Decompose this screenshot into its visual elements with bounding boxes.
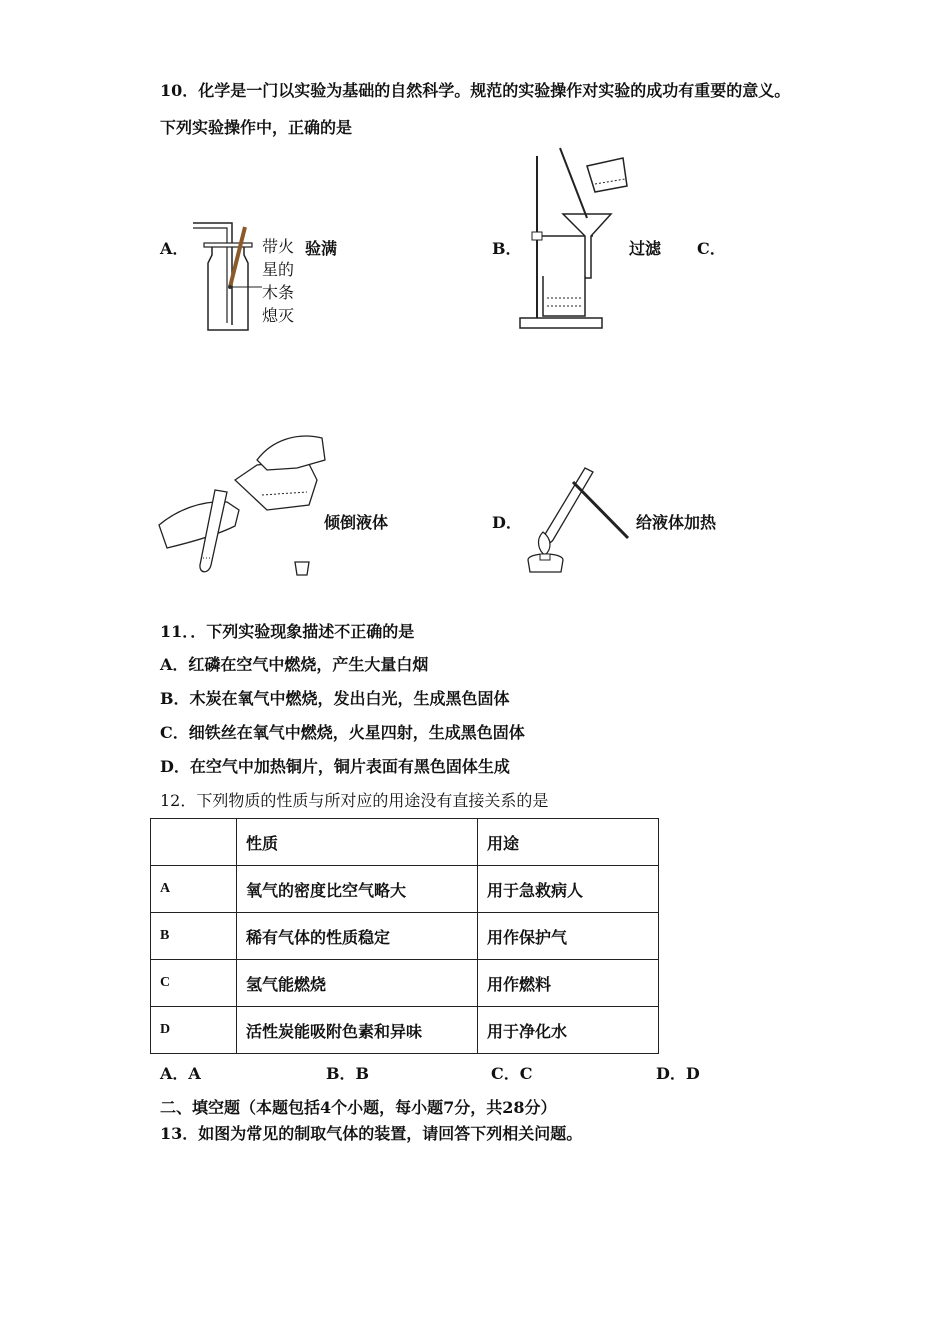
table-header-cell: 性质 bbox=[237, 819, 478, 866]
table-cell: C bbox=[151, 960, 237, 1007]
q12-answer-option: B．B bbox=[326, 1064, 370, 1083]
pouring-liquid-figure bbox=[157, 430, 327, 580]
q10-option-c-label: C． bbox=[697, 239, 726, 258]
table-header-cell bbox=[151, 819, 237, 866]
splint-note-line: 星的 bbox=[262, 260, 295, 279]
q11-stem: 11．．下列实验现象描述不正确的是 bbox=[160, 622, 415, 641]
q12-answer-option: C．C bbox=[491, 1064, 533, 1083]
q10-option-a-caption: 验满 bbox=[305, 239, 338, 258]
table-cell: D bbox=[151, 1007, 237, 1054]
table-cell: 用于净化水 bbox=[478, 1007, 659, 1054]
splint-note-line: 熄灭 bbox=[262, 306, 295, 325]
q11-option: B．木炭在氧气中燃烧，发出白光，生成黑色固体 bbox=[160, 689, 510, 708]
table-cell: 氧气的密度比空气略大 bbox=[237, 866, 478, 913]
table-cell: 氢气能燃烧 bbox=[237, 960, 478, 1007]
q11-option: D．在空气中加热铜片，铜片表面有黑色固体生成 bbox=[160, 757, 510, 776]
q10-stem-line1: 10．化学是一门以实验为基础的自然科学。规范的实验操作对实验的成功有重要的意义。 bbox=[160, 81, 791, 100]
q12-stem: 12．下列物质的性质与所对应的用途没有直接关系的是 bbox=[160, 791, 549, 810]
q10-option-d-caption: 给液体加热 bbox=[636, 513, 717, 532]
table-cell: 用于急救病人 bbox=[478, 866, 659, 913]
q10-option-b-label: B． bbox=[492, 239, 522, 258]
section-title: 二、填空题（本题包括4个小题，每小题7分，共28分） bbox=[160, 1098, 557, 1117]
q10-option-c-caption: 倾倒液体 bbox=[324, 513, 389, 532]
table-header-cell: 用途 bbox=[478, 819, 659, 866]
heating-liquid-figure bbox=[513, 460, 633, 580]
q10-option-b-caption: 过滤 bbox=[629, 239, 662, 258]
q12-answer-option: D．D bbox=[656, 1064, 700, 1083]
properties-table bbox=[150, 818, 659, 1054]
q10-option-d-label: D． bbox=[492, 513, 522, 532]
table-row bbox=[151, 960, 659, 1007]
splint-note bbox=[262, 235, 294, 327]
table-cell: B bbox=[151, 913, 237, 960]
table-cell: 稀有气体的性质稳定 bbox=[237, 913, 478, 960]
splint-note-line: 木条 bbox=[262, 283, 295, 302]
table-row bbox=[151, 913, 659, 960]
table-row bbox=[151, 866, 659, 913]
q11-option: C．细铁丝在氧气中燃烧，火星四射，生成黑色固体 bbox=[160, 723, 525, 742]
q11-option: A．红磷在空气中燃烧，产生大量白烟 bbox=[160, 655, 429, 674]
filtration-figure bbox=[515, 148, 635, 333]
splint-note-line: 带火 bbox=[262, 237, 295, 256]
q10-stem-line2: 下列实验操作中，正确的是 bbox=[160, 118, 353, 137]
table-row bbox=[151, 1007, 659, 1054]
table-cell: 活性炭能吸附色素和异味 bbox=[237, 1007, 478, 1054]
q10-option-a-label: A． bbox=[160, 239, 189, 258]
gas-bottle-figure bbox=[190, 215, 260, 335]
table-cell: A bbox=[151, 866, 237, 913]
table-cell: 用作燃料 bbox=[478, 960, 659, 1007]
q12-answer-option: A．A bbox=[160, 1064, 201, 1083]
table-header-row bbox=[151, 819, 659, 866]
table-cell: 用作保护气 bbox=[478, 913, 659, 960]
q13-stem: 13．如图为常见的制取气体的装置，请回答下列相关问题。 bbox=[160, 1124, 583, 1143]
